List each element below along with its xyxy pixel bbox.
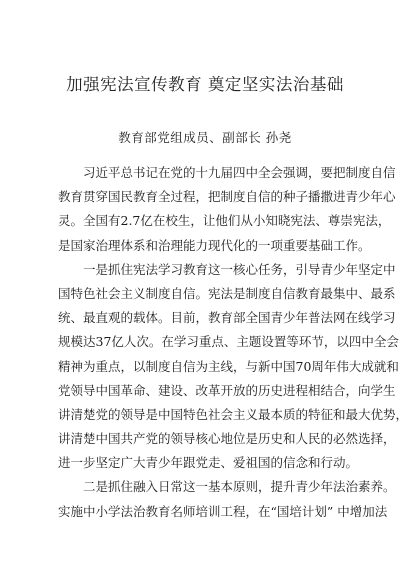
- text-line: 精神为重点，以制度自信为主线，与新中国70周年伟大成就和: [58, 358, 399, 374]
- text-line: 统、最直观的载体。目前，教育部全国青少年普法网在线学习: [58, 310, 396, 326]
- text-line: 教育贯穿国民教育全过程，把制度自信的种子播撒进青少年心: [58, 189, 396, 205]
- text-line: 讲清楚中国共产党的领导核心地位是历史和人民的必然选择，: [58, 431, 396, 447]
- text-line: 习近平总书记在党的十九届四中全会强调，要把制度自信: [83, 165, 396, 180]
- text-line: 一是抓住宪法学习教育这一核心任务，引导青少年坚定中: [83, 261, 396, 277]
- paragraph-2: [58, 258, 409, 476]
- text-line: 二是抓住融入日常这一基本原则，提升青少年法治素养。: [83, 479, 396, 495]
- text-line: 党领导中国革命、建设、改革开放的历史进程相结合，向学生: [58, 382, 396, 398]
- text-line: 实施中小学法治教育名师培训工程，在“国培计划” 中增加法: [58, 503, 388, 519]
- text-line: 灵。全国有2.7亿在校生，让他们从小知晓宪法、尊崇宪法，: [58, 213, 391, 229]
- document-title: 加强宪法宣传教育 奠定坚实法治基础: [66, 75, 344, 94]
- text-line: 是国家治理体系和治理能力现代化的一项重要基础工作。: [58, 237, 371, 253]
- text-line: 进一步坚定广大青少年跟党走、爱祖国的信念和行动。: [58, 455, 359, 471]
- document-author: 教育部党组成员、副部长 孙尧: [118, 130, 292, 145]
- text-line: 规模达37亿人次。在学习重点、主题设置等环节，以四中全会: [58, 334, 399, 350]
- paragraph-3: [58, 475, 396, 523]
- text-line: 讲清楚党的领导是中国特色社会主义最本质的特征和最大优势，: [58, 406, 409, 422]
- text-line: 国特色社会主义制度自信。宪法是制度自信教育最集中、最系: [58, 285, 396, 301]
- document-body: [58, 161, 409, 524]
- paragraph-1: [58, 161, 396, 258]
